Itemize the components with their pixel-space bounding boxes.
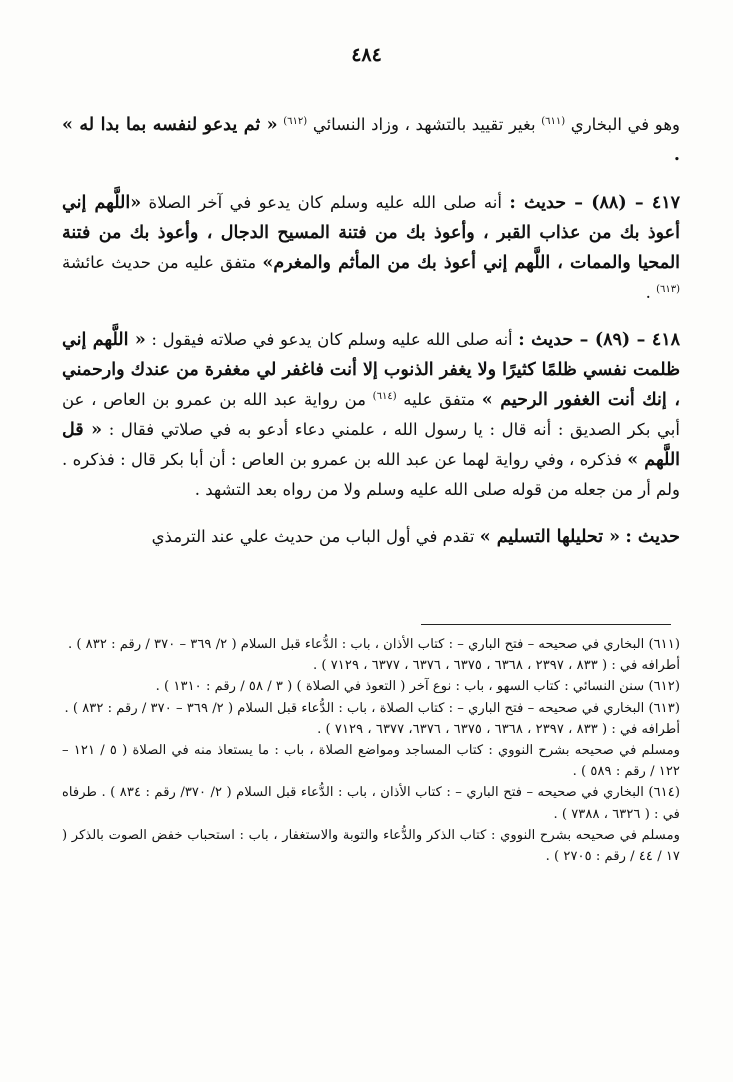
quoted-supplication: « ثم يدعو لنفسه بما بدا له » . bbox=[62, 115, 680, 165]
hadith-418 bbox=[62, 325, 680, 504]
text-run: بغير تقييد بالتشهد ، وزاد النسائي bbox=[312, 115, 536, 134]
hadith-heading: حديث : bbox=[625, 527, 680, 547]
text-run: تقدم في أول الباب من حديث علي عند الترمذي bbox=[151, 527, 475, 546]
footnote-611: (٦١١) البخاري في صحيحه – فتح الباري – : كتاب الأذان ، باب : الدُّعاء قبل السلام ( ٢/ ٣٦٩ – ٣٧٠ / رقم : ٨٣٢ ) . bbox=[67, 637, 680, 652]
text-run: أنه صلى الله عليه وسلم كان يدعو في آخر الصلاة bbox=[148, 193, 502, 212]
quoted-supplication: « قل اللَّهم » bbox=[62, 420, 681, 470]
footnote-ref[interactable]: (٦١٣) bbox=[656, 284, 680, 295]
text-run: متفق عليه bbox=[403, 390, 476, 409]
quoted-supplication: «اللَّهم إني أعوذ بك من عذاب القبر ، وأعوذ بك من فتنة المسيح الدجال ، وأعوذ بك من فتنة المحيا والممات ، اللَّهم إني أعوذ بك من المأثم والمغرم» bbox=[62, 193, 681, 273]
footnote-612: (٦١٢) سنن النسائي : كتاب السهو ، باب : نوع آخر ( التعوذ في الصلاة ) ( ٣ / ٥٨ / رقم : ١٣١٠ ) . bbox=[155, 679, 680, 695]
hadith-heading: ٤١٧ – (٨٨) – حديث : bbox=[509, 193, 681, 213]
main-text bbox=[62, 110, 680, 570]
quoted-supplication: « تحليلها التسليم » bbox=[479, 527, 621, 547]
text-run: متفق عليه من حديث عائشة bbox=[62, 253, 257, 272]
hadith-heading: ٤١٨ – (٨٩) – حديث : bbox=[518, 330, 681, 350]
footnote-separator bbox=[421, 624, 671, 625]
text-run: . bbox=[645, 283, 651, 302]
text-run: أنه صلى الله عليه وسلم كان يدعو في صلاته فيقول : bbox=[151, 330, 513, 349]
page-number: ٤٨٤ bbox=[351, 44, 382, 66]
paragraph-intro bbox=[62, 110, 680, 170]
footnote-613-atraf: أطرافه في : ( ٨٣٣ ، ٢٣٩٧ ، ٦٣٦٨ ، ٦٣٧٥ ، ٦٣٧٦، ٦٣٧٧ ، ٧١٢٩ ) . bbox=[317, 721, 680, 737]
footnote-614: (٦١٤) البخاري في صحيحه – فتح الباري – : كتاب الأذان ، باب : الدُّعاء قبل السلام ( ٢/ ٣٧٠/ رقم : ٨٣٤ ) . طرفاه في : ( ٦٣٢٦ ، ٧٣٨٨ ) . bbox=[62, 785, 680, 822]
quoted-supplication: « اللَّهم إني ظلمت نفسي ظلمًا كثيرًا ولا يغفر الذنوب إلا أنت فاغفر لي مغفرة من عندك وارحمني ، إنك أنت الغفور الرحيم » bbox=[62, 330, 680, 410]
text-run: من رواية عبد الله بن عمرو بن العاص ، عن أبي بكر الصديق : أنه قال : يا رسول الله ، علمني دعاء أدعو به في صلاتي فقال : bbox=[62, 390, 680, 439]
footnote-611-atraf: أطرافه في : ( ٨٣٣ ، ٢٣٩٧ ، ٦٣٦٨ ، ٦٣٧٥ ، ٦٣٧٦ ، ٦٣٧٧ ، ٧١٢٩ ) . bbox=[312, 658, 680, 674]
text-run: وهو في البخاري bbox=[570, 115, 681, 134]
footnote-613: (٦١٣) البخاري في صحيحه – فتح الباري – : كتاب الصلاة ، باب : الدُّعاء قبل السلام ( ٢/ ٣٦٩ – ٣٧٠ / رقم : ٨٣٢ ) . bbox=[64, 700, 680, 716]
hadith-417 bbox=[62, 188, 680, 307]
footnote-613-muslim: ومسلم في صحيحه بشرح النووي : كتاب المساجد ومواضع الصلاة ، باب : ما يستعاذ منه في الصلاة ( ٥ / ١٢١ – ١٢٢ / رقم : ٥٨٩ ) . bbox=[62, 743, 680, 780]
footnote-ref[interactable]: (٦١٢) bbox=[283, 116, 308, 127]
footnote-614-muslim: ومسلم في صحيحه بشرح النووي : كتاب الذكر والدُّعاء والتوبة والاستغفار ، باب : استحباب خفض الصوت بالذكر ( ١٧ / ٤٤ / رقم : ٢٧٠٥ ) . bbox=[62, 827, 680, 865]
footnote-ref[interactable]: (٦١٤) bbox=[372, 391, 397, 402]
text-run: فذكره ، وفي رواية لهما عن عبد الله بن عمرو بن العاص : أن أبا بكر قال : فذكره . ولم أر من جعله من قوله صلى الله عليه وسلم ولا من رواه بعد التشهد . bbox=[62, 450, 680, 499]
footnotes bbox=[62, 634, 680, 867]
footnote-ref[interactable]: (٦١١) bbox=[541, 116, 566, 127]
hadith-tahlil bbox=[62, 522, 680, 552]
